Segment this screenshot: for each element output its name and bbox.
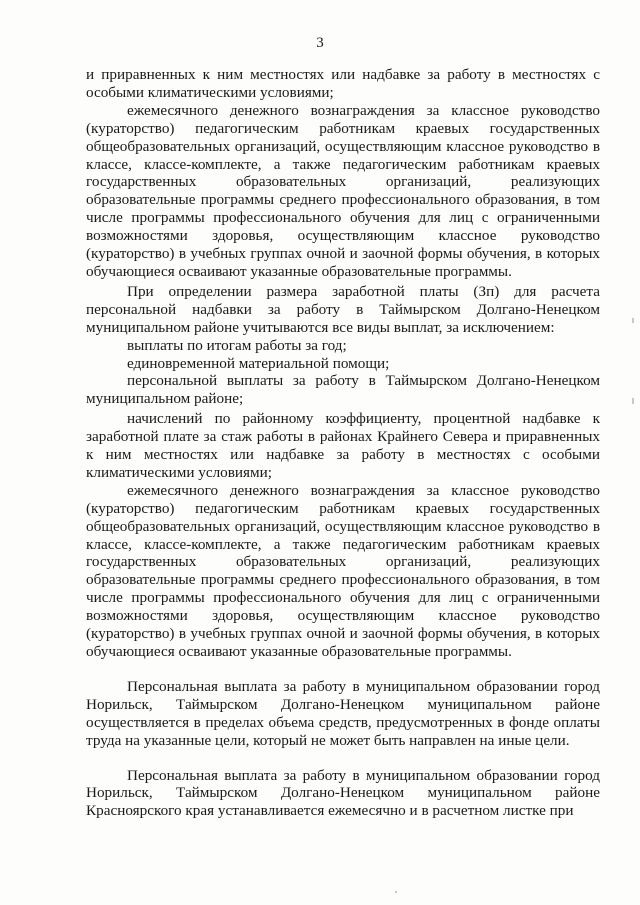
list-item: начислений по районному коэффициенту, процентной надбавке к заработной плате за стаж работы в районах Крайнего Севера и приравненных к ним местностях или надбавке за работу в местностях с особыми климатическими условиями; <box>86 410 600 481</box>
list-item: ежемесячного денежного вознаграждения за классное руководство (кураторство) педагогическим работникам краевых государственных общеобразовательных организаций, осуществляющим классное руководство в классе, классе-комплекте, а также педагогическим работникам краевых государственных образовательных организаций, реализующих образовательные программы среднего профессионального образования, в том числе программы профессионального обучения для лиц с ограниченными возможностями здоровья, осуществляющим классное руководство (кураторство) в учебных группах очной и заочной формы обучения, в которых обучающиеся осваивают указанные образовательные программы. <box>86 481 600 660</box>
scan-artifact <box>632 398 634 404</box>
list-item: единовременной материальной помощи; <box>127 354 390 372</box>
scan-artifact <box>395 891 397 893</box>
document-body <box>86 66 600 820</box>
scan-artifact <box>632 318 634 323</box>
list-item: персональной выплаты за работу в Таймырском Долгано-Ненецком муниципальном районе; <box>86 372 600 408</box>
paragraph: При определении размера заработной платы (Зп) для расчета персональной надбавки за работу в Таймырском Долгано-Ненецком муниципальном районе учитываются все виды выплат, за исключением: <box>86 282 600 336</box>
paragraph: Персональная выплата за работу в муниципальном образовании город Норильск, Таймырском Долгано-Ненецком муниципальном районе Красноярского края устанавливается ежемесячно и в расчетном листке при <box>86 766 600 820</box>
paragraph: ежемесячного денежного вознаграждения за классное руководство (кураторство) педагогическим работникам краевых государственных общеобразовательных организаций, осуществляющим классное руководство в классе, классе-комплекте, а также педагогическим работникам краевых государственных образовательных организаций, реализующих образовательные программы среднего профессионального образования, в том числе программы профессионального обучения для лиц с ограниченными возможностями здоровья, осуществляющим классное руководство (кураторство) в учебных группах очной и заочной формы обучения, в которых обучающиеся осваивают указанные образовательные программы. <box>86 101 600 280</box>
paragraph: и приравненных к ним местностях или надбавке за работу в местностях с особыми климатическими условиями; <box>86 66 600 101</box>
page-number: 3 <box>316 35 324 51</box>
paragraph: Персональная выплата за работу в муниципальном образовании город Норильск, Таймырском Долгано-Ненецком муниципальном районе осуществляется в пределах объема средств, предусмотренных в фонде оплаты труда на указанные цели, который не может быть направлен на иные цели. <box>86 677 600 749</box>
list-item: выплаты по итогам работы за год; <box>127 336 347 354</box>
